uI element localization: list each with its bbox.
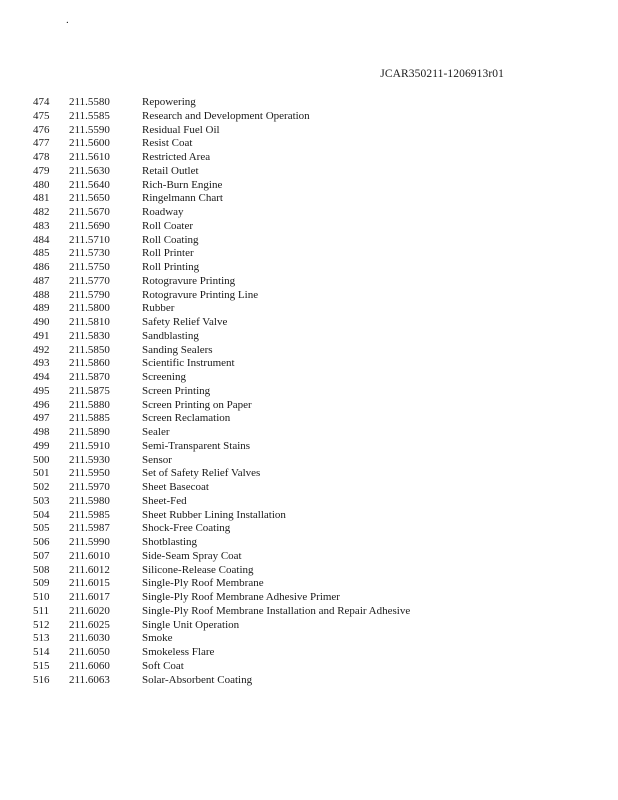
section-number: 211.5710 xyxy=(69,233,110,246)
term-label: Rich-Burn Engine xyxy=(142,178,223,191)
item-number: 483 xyxy=(33,219,50,232)
section-number: 211.5890 xyxy=(69,426,110,438)
term-label: Silicone-Release Coating xyxy=(142,563,254,576)
list-item xyxy=(0,371,618,385)
list-item xyxy=(0,302,618,316)
section-number: 211.5930 xyxy=(69,453,110,466)
term-label: Sheet Basecoat xyxy=(142,481,209,493)
list-item xyxy=(0,275,618,289)
list-item xyxy=(0,357,618,371)
term-label: Screen Printing xyxy=(142,384,211,397)
section-number: 211.6015 xyxy=(69,577,110,590)
term-label: Smoke xyxy=(142,632,173,645)
section-number: 211.5770 xyxy=(69,274,110,287)
list-item xyxy=(0,385,618,399)
term-label: Set of Safety Relief Valves xyxy=(142,467,261,480)
section-number: 211.5910 xyxy=(69,439,110,452)
item-number: 515 xyxy=(33,659,50,672)
section-number: 211.6050 xyxy=(69,646,110,658)
section-number: 211.5885 xyxy=(69,412,110,425)
item-number: 486 xyxy=(33,261,50,273)
term-label: Sandblasting xyxy=(142,329,199,342)
item-number: 479 xyxy=(33,164,50,177)
item-number: 514 xyxy=(33,646,50,658)
item-number: 500 xyxy=(33,453,50,466)
list-item xyxy=(0,605,618,619)
item-number: 497 xyxy=(33,412,50,425)
list-item xyxy=(0,110,618,124)
list-item xyxy=(0,316,618,330)
section-number: 211.5870 xyxy=(69,371,110,383)
item-number: 494 xyxy=(33,371,50,383)
item-number: 490 xyxy=(33,316,50,328)
term-label: Scientific Instrument xyxy=(142,357,235,370)
list-item xyxy=(0,674,618,688)
section-number: 211.6025 xyxy=(69,618,110,631)
item-number: 495 xyxy=(33,384,50,397)
section-number: 211.5790 xyxy=(69,288,110,301)
section-number: 211.6063 xyxy=(69,673,110,686)
list-item xyxy=(0,220,618,234)
list-item xyxy=(0,481,618,495)
list-item xyxy=(0,536,618,550)
item-number: 484 xyxy=(33,233,50,246)
list-item xyxy=(0,399,618,413)
list-item xyxy=(0,412,618,426)
list-item xyxy=(0,289,618,303)
section-number: 211.5590 xyxy=(69,123,110,136)
item-number: 507 xyxy=(33,549,50,562)
section-number: 211.5950 xyxy=(69,467,110,480)
term-label: Retail Outlet xyxy=(142,164,199,177)
term-label: Restricted Area xyxy=(142,151,211,163)
list-item xyxy=(0,426,618,440)
item-number: 474 xyxy=(33,96,50,108)
item-number: 511 xyxy=(33,604,50,617)
item-number: 476 xyxy=(33,123,50,136)
list-item xyxy=(0,137,618,151)
term-label: Resist Coat xyxy=(142,137,193,150)
list-item xyxy=(0,522,618,536)
item-number: 489 xyxy=(33,302,50,315)
term-label: Sealer xyxy=(142,426,170,438)
item-number: 504 xyxy=(33,508,50,521)
list-item xyxy=(0,440,618,454)
term-label: Roll Printing xyxy=(142,261,200,273)
list-item xyxy=(0,124,618,138)
term-label: Screening xyxy=(142,371,186,383)
section-number: 211.5850 xyxy=(69,343,110,356)
section-number: 211.5880 xyxy=(69,398,110,411)
term-label: Shock-Free Coating xyxy=(142,522,231,535)
section-number: 211.5600 xyxy=(69,137,110,150)
document-header: JCAR350211-1206913r01 xyxy=(380,68,504,80)
term-label: Sheet-Fed xyxy=(142,494,187,507)
section-number: 211.5990 xyxy=(69,536,110,548)
item-number: 508 xyxy=(33,563,50,576)
term-label: Shotblasting xyxy=(142,536,198,548)
item-number: 477 xyxy=(33,137,50,150)
section-number: 211.5980 xyxy=(69,494,110,507)
section-number: 211.5830 xyxy=(69,329,110,342)
term-label: Screen Printing on Paper xyxy=(142,398,252,411)
list-item xyxy=(0,619,618,633)
list-item xyxy=(0,591,618,605)
list-item xyxy=(0,467,618,481)
list-item xyxy=(0,495,618,509)
section-number: 211.6010 xyxy=(69,549,110,562)
term-label: Semi-Transparent Stains xyxy=(142,439,251,452)
definition-list xyxy=(0,96,618,687)
list-item xyxy=(0,660,618,674)
item-number: 487 xyxy=(33,274,50,287)
term-label: Sheet Rubber Lining Installation xyxy=(142,508,286,521)
item-number: 502 xyxy=(33,481,50,493)
term-label: Screen Reclamation xyxy=(142,412,231,425)
item-number: 503 xyxy=(33,494,50,507)
item-number: 493 xyxy=(33,357,50,370)
section-number: 211.5610 xyxy=(69,151,110,163)
item-number: 485 xyxy=(33,247,50,260)
section-number: 211.5750 xyxy=(69,261,110,273)
item-number: 475 xyxy=(33,109,50,122)
section-number: 211.6017 xyxy=(69,591,110,603)
term-label: Rubber xyxy=(142,302,175,315)
list-item xyxy=(0,261,618,275)
list-item xyxy=(0,234,618,248)
section-number: 211.5730 xyxy=(69,247,110,260)
item-number: 491 xyxy=(33,329,50,342)
term-label: Residual Fuel Oil xyxy=(142,123,220,136)
list-item xyxy=(0,550,618,564)
item-number: 496 xyxy=(33,398,50,411)
section-number: 211.5860 xyxy=(69,357,110,370)
item-number: 510 xyxy=(33,591,50,603)
term-label: Single Unit Operation xyxy=(142,618,240,631)
term-label: Solar-Absorbent Coating xyxy=(142,673,253,686)
item-number: 478 xyxy=(33,151,50,163)
section-number: 211.6020 xyxy=(69,604,110,617)
list-item xyxy=(0,509,618,523)
section-number: 211.6012 xyxy=(69,563,110,576)
item-number: 513 xyxy=(33,632,50,645)
list-item xyxy=(0,577,618,591)
list-item xyxy=(0,206,618,220)
section-number: 211.5580 xyxy=(69,96,110,108)
section-number: 211.5670 xyxy=(69,206,110,218)
section-number: 211.6060 xyxy=(69,659,110,672)
list-item xyxy=(0,344,618,358)
item-number: 488 xyxy=(33,288,50,301)
list-item xyxy=(0,330,618,344)
section-number: 211.6030 xyxy=(69,632,110,645)
list-item xyxy=(0,454,618,468)
list-item xyxy=(0,247,618,261)
item-number: 509 xyxy=(33,577,50,590)
list-item xyxy=(0,632,618,646)
term-label: Roll Coating xyxy=(142,233,199,246)
term-label: Single-Ply Roof Membrane xyxy=(142,577,264,590)
term-label: Soft Coat xyxy=(142,659,184,672)
section-number: 211.5640 xyxy=(69,178,110,191)
section-number: 211.5690 xyxy=(69,219,110,232)
term-label: Single-Ply Roof Membrane Installation and Repair Adhesive xyxy=(142,604,411,617)
item-number: 516 xyxy=(33,673,50,686)
item-number: 481 xyxy=(33,192,50,205)
section-number: 211.5970 xyxy=(69,481,110,493)
section-number: 211.5810 xyxy=(69,316,110,328)
term-label: Side-Seam Spray Coat xyxy=(142,549,242,562)
item-number: 498 xyxy=(33,426,50,438)
section-number: 211.5800 xyxy=(69,302,110,315)
list-item xyxy=(0,564,618,578)
item-number: 492 xyxy=(33,343,50,356)
item-number: 499 xyxy=(33,439,50,452)
item-number: 506 xyxy=(33,536,50,548)
item-number: 501 xyxy=(33,467,50,480)
section-number: 211.5585 xyxy=(69,109,110,122)
section-number: 211.5987 xyxy=(69,522,110,535)
section-number: 211.5985 xyxy=(69,508,110,521)
term-label: Smokeless Flare xyxy=(142,646,215,658)
term-label: Roll Printer xyxy=(142,247,194,260)
section-number: 211.5650 xyxy=(69,192,110,205)
page-mark: . xyxy=(66,14,69,26)
item-number: 505 xyxy=(33,522,50,535)
term-label: Sanding Sealers xyxy=(142,343,213,356)
list-item xyxy=(0,151,618,165)
term-label: Repowering xyxy=(142,96,196,108)
section-number: 211.5875 xyxy=(69,384,110,397)
list-item xyxy=(0,96,618,110)
section-number: 211.5630 xyxy=(69,164,110,177)
list-item xyxy=(0,192,618,206)
term-label: Ringelmann Chart xyxy=(142,192,223,205)
item-number: 480 xyxy=(33,178,50,191)
term-label: Rotogravure Printing Line xyxy=(142,288,259,301)
term-label: Research and Development Operation xyxy=(142,109,310,122)
item-number: 512 xyxy=(33,618,50,631)
list-item xyxy=(0,646,618,660)
list-item xyxy=(0,165,618,179)
item-number: 482 xyxy=(33,206,50,218)
term-label: Rotogravure Printing xyxy=(142,274,236,287)
term-label: Sensor xyxy=(142,453,172,466)
list-item xyxy=(0,179,618,193)
term-label: Roll Coater xyxy=(142,219,194,232)
term-label: Single-Ply Roof Membrane Adhesive Primer xyxy=(142,591,340,603)
term-label: Roadway xyxy=(142,206,184,218)
term-label: Safety Relief Valve xyxy=(142,316,228,328)
